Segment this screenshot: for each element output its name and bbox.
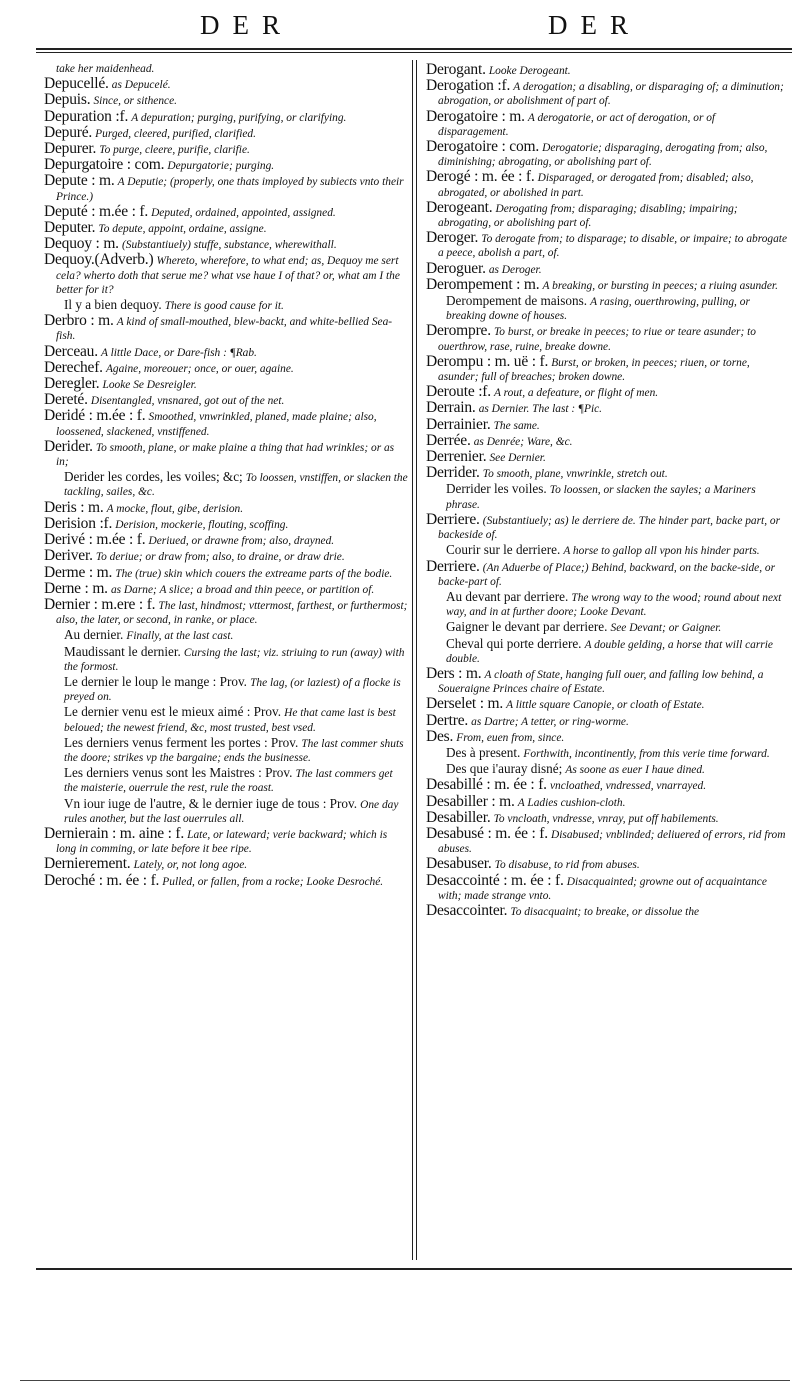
definition: (Substantiuely) stuffe, substance, wherewithall. xyxy=(121,239,337,252)
definition: To loossen, vnstiffen, or slacken the tackling, sailes, &c. xyxy=(64,472,408,499)
definition: Since, or sithence. xyxy=(93,95,177,108)
definition: as Dartre; A tetter, or ring-worme. xyxy=(471,715,629,728)
dictionary-entry xyxy=(44,158,409,173)
sub-entry xyxy=(446,590,788,619)
headword: Derompre. xyxy=(426,322,491,340)
dictionary-entry xyxy=(426,324,788,353)
top-rule xyxy=(36,48,792,53)
headword: Derision :f. xyxy=(44,514,113,532)
french-phrase: Maudissant le dernier. xyxy=(64,643,181,659)
definition: Derision, mockerie, flouting, scoffing. xyxy=(115,518,289,531)
french-phrase: Le dernier le loup le mange : Prov. xyxy=(64,673,247,689)
definition: (An Aduerbe of Place;) Behind, backward, on the backe-side, or backe-part of. xyxy=(438,561,776,588)
definition: as Darne; A slice; a broad and thin peece, or partition of. xyxy=(110,583,375,596)
bottom-rule xyxy=(36,1268,792,1270)
french-phrase: Au dernier. xyxy=(64,627,124,643)
headword: Deputé : m.ée : f. xyxy=(44,202,148,220)
headword: Deridé : m.ée : f. xyxy=(44,407,146,425)
french-phrase: Les derniers venus ferment les portes : Prov. xyxy=(64,734,299,750)
dictionary-entry xyxy=(426,401,788,416)
definition: Cursing the last; viz. striuing to run (away) with the formost. xyxy=(64,646,405,673)
definition: A rout, a defeature, or flight of men. xyxy=(494,387,659,400)
headword: Derogé : m. ée : f. xyxy=(426,168,535,186)
dictionary-entry xyxy=(426,385,788,400)
french-phrase: Le dernier venu est le mieux aimé : Prov. xyxy=(64,704,282,720)
definition: Lately, or, not long agoe. xyxy=(133,859,248,872)
french-phrase: Les derniers venus sont les Maistres : Prov. xyxy=(64,765,293,781)
dictionary-entry xyxy=(44,237,409,252)
dictionary-entry xyxy=(44,824,409,856)
headword: Derselet : m. xyxy=(426,695,504,713)
dictionary-entry xyxy=(44,595,409,627)
running-head-right: DER xyxy=(548,10,641,40)
dictionary-entry xyxy=(426,352,788,384)
headword: Depurer. xyxy=(44,140,97,158)
right-column xyxy=(426,63,788,1259)
dictionary-entry xyxy=(426,63,788,78)
dictionary-entry xyxy=(44,77,409,92)
headword: Derriere. xyxy=(426,510,480,528)
french-phrase: Derompement de maisons. xyxy=(446,293,587,309)
definition: There is good cause for it. xyxy=(164,300,284,313)
french-phrase: Il y a bien dequoy. xyxy=(64,297,162,313)
left-column xyxy=(44,63,409,1259)
dictionary-entry xyxy=(426,231,788,260)
definition: Pulled, or fallen, from a rocke; Looke Desroché. xyxy=(162,875,384,888)
running-head-left: DER xyxy=(200,10,293,40)
definition: A little square Canopie, or cloath of Estate. xyxy=(506,699,705,712)
headword: Depurgatoire : com. xyxy=(44,156,165,174)
definition: Finally, at the last cast. xyxy=(126,630,234,643)
headword: Derrain. xyxy=(426,399,476,417)
sub-entry xyxy=(446,620,788,635)
headword: Derrenier. xyxy=(426,448,487,466)
headword: Dertre. xyxy=(426,711,469,729)
dictionary-entry xyxy=(44,253,409,297)
headword: Desabuser. xyxy=(426,855,492,873)
dictionary-entry xyxy=(426,824,788,856)
definition: Purged, cleered, purified, clarified. xyxy=(95,127,256,140)
definition: vncloathed, vndressed, vnarrayed. xyxy=(549,780,707,793)
definition: as Depucelé. xyxy=(111,79,171,92)
sub-entry xyxy=(64,628,409,643)
column-divider xyxy=(412,60,413,1260)
headword: Desabiller. xyxy=(426,808,491,826)
sub-entry xyxy=(446,746,788,761)
dictionary-entry xyxy=(426,107,788,139)
french-phrase: Derider les cordes, les voiles; &c; xyxy=(64,469,243,485)
dictionary-entry xyxy=(44,358,409,376)
definition: The lag, (or laziest) of a flocke is preyed on. xyxy=(64,676,401,704)
definition: as Denrée; Ware, &c. xyxy=(473,435,573,448)
definition: The last commers get the maisterie, ouerrule the rest, rule the roast. xyxy=(64,768,393,795)
headword: Desaccointé : m. ée : f. xyxy=(426,871,564,889)
definition: To vncloath, vndresse, vnray, put off habilements. xyxy=(493,812,719,825)
headword: Derider. xyxy=(44,437,93,455)
headword: Desabillé : m. ée : f. xyxy=(426,776,547,794)
dictionary-entry xyxy=(426,431,788,449)
headword: Deputer. xyxy=(44,219,96,237)
headword: Derriere. xyxy=(426,557,480,575)
dictionary-entry xyxy=(426,275,788,293)
scan-edge-line xyxy=(20,1380,790,1381)
dictionary-entry xyxy=(426,778,788,793)
french-phrase: Derrider les voiles. xyxy=(446,481,547,497)
dictionary-entry xyxy=(426,170,788,199)
dictionary-entry xyxy=(44,437,409,469)
definition: To smooth, plane, or make plaine a thing that had wrinkles; or as in; xyxy=(56,441,395,469)
definition: Derogatorie; disparaging, derogating from; also, diminishing; abrogating, or abolishing part of. xyxy=(438,142,768,169)
definition: Derogating from; disparaging; disabling; impairing; abrogating, or abolishing part of. xyxy=(438,202,738,230)
definition: The wrong way to the wood; round about next way, and in at further doore; Looke Devant. xyxy=(446,591,782,619)
definition: A cloath of State, hanging full ouer, and falling low behind, a Soueraigne Princes chaire of Estate. xyxy=(438,668,764,696)
headword: Dereté. xyxy=(44,391,88,409)
dictionary-entry xyxy=(426,198,788,230)
french-phrase: Des à present. xyxy=(446,744,521,760)
definition: A horse to gallop all vpon his hinder parts. xyxy=(563,545,760,558)
definition: A breaking, or bursting in peeces; a riuing asunder. xyxy=(542,279,778,292)
definition: Looke Derogeant. xyxy=(488,65,571,77)
french-phrase: Au devant par derriere. xyxy=(446,588,569,604)
dictionary-entry xyxy=(426,140,788,169)
definition: To loossen, or slacken the sayles; a Mariners phrase. xyxy=(446,484,756,511)
definition: A double gelding, a horse that will carrie double. xyxy=(446,638,773,665)
dictionary-entry xyxy=(44,314,409,343)
headword: Deris : m. xyxy=(44,498,104,516)
definition: The last, hindmost; vttermost, farthest, or furthermost; also, the later, or second, in ranke, or place. xyxy=(56,599,408,627)
definition: The (true) skin which couers the extreame parts of the bodie. xyxy=(115,567,393,580)
sub-entry xyxy=(64,470,409,499)
dictionary-entry xyxy=(44,342,409,360)
sub-entry xyxy=(446,294,788,323)
sub-entry xyxy=(64,736,409,765)
headword: Dequoy : m. xyxy=(44,235,119,253)
headword: Derrider. xyxy=(426,464,480,482)
dictionary-entry xyxy=(44,174,409,203)
dictionary-entry xyxy=(426,871,788,903)
definition: Late, or lateward; verie backward; which is long in comming, or late before it bee ripe. xyxy=(56,828,388,856)
dictionary-entry xyxy=(426,857,788,872)
definition: (Substantiuely; as) le derriere de. The hinder part, backe part, or backeside of. xyxy=(438,514,781,542)
dictionary-entry xyxy=(44,202,409,220)
definition: as Dernier. The last : ¶Pic. xyxy=(478,403,603,416)
headword: Desaccointer. xyxy=(426,901,508,919)
french-phrase: Courir sur le derriere. xyxy=(446,542,561,558)
sub-entry xyxy=(446,762,788,777)
definition: Forthwith, incontinently, from this verie time forward. xyxy=(523,747,770,760)
headword: Derogant. xyxy=(426,63,486,78)
definition: As soone as euer I haue dined. xyxy=(565,764,705,777)
definition: Disabused; vnblinded; deliuered of errors, rid from abuses. xyxy=(438,828,786,856)
definition: A depuration; purging, purifying, or clarifying. xyxy=(131,111,347,124)
headword: Deroute :f. xyxy=(426,383,491,401)
definition: To deriue; or draw from; also, to draine, or draw drie. xyxy=(95,551,345,564)
headword: Desabiller : m. xyxy=(426,792,515,810)
headword: Derrée. xyxy=(426,431,471,449)
dictionary-entry xyxy=(426,259,788,277)
headword: Derivé : m.ée : f. xyxy=(44,531,146,549)
dictionary-entry xyxy=(44,377,409,392)
definition: From, euen from, since. xyxy=(456,731,565,744)
headword: Dernierement. xyxy=(44,855,131,873)
headword: Derbro : m. xyxy=(44,312,114,330)
dictionary-entry xyxy=(426,711,788,729)
dictionary-entry xyxy=(426,808,788,826)
french-phrase: Cheval qui porte derriere. xyxy=(446,635,582,651)
continued-definition: take her maidenhead. xyxy=(56,63,155,75)
sub-entry xyxy=(446,543,788,558)
definition: The last commer shuts the doore; strikes vp the bargaine; ends the businesse. xyxy=(64,737,404,764)
definition: See Dernier. xyxy=(489,452,546,465)
french-phrase: Vn iour iuge de l'autre, & le dernier iuge de tous : Prov. xyxy=(64,795,358,811)
column-divider-inner xyxy=(416,60,417,1260)
french-phrase: Gaigner le devant par derriere. xyxy=(446,619,608,635)
headword: Derceau. xyxy=(44,342,98,360)
definition: A Ladies cushion-cloth. xyxy=(517,796,626,809)
dictionary-entry xyxy=(44,579,409,597)
headword: Derompement : m. xyxy=(426,275,540,293)
headword: Depucellé. xyxy=(44,75,109,93)
dictionary-entry xyxy=(44,871,409,889)
definition: as Deroger. xyxy=(488,263,542,276)
dictionary-entry xyxy=(426,466,788,481)
headword: Derrainier. xyxy=(426,415,491,433)
dictionary-entry xyxy=(426,510,788,542)
definition: To disacquaint; to breake, or dissolue the xyxy=(510,905,700,918)
dictionary-entry xyxy=(426,727,788,745)
headword: Deroguer. xyxy=(426,259,486,277)
dictionary-entry xyxy=(426,664,788,696)
dictionary-entry xyxy=(44,393,409,408)
headword: Depuration :f. xyxy=(44,107,129,125)
headword: Derechef. xyxy=(44,358,103,376)
sub-entry xyxy=(64,797,409,826)
dictionary-entry xyxy=(426,792,788,810)
definition: A mocke, flout, gibe, derision. xyxy=(106,502,244,515)
definition: A Deputie; (properly, one thats imployed by subiects vnto their Prince.) xyxy=(56,176,404,203)
dictionary-entry xyxy=(44,857,409,872)
headword: Depute : m. xyxy=(44,172,115,190)
definition: Disparaged, or derogated from; disabled; also, abrogated, or abolished in part. xyxy=(438,172,754,199)
definition: Burst, or broken, in peeces; riuen, or torne, asunder; full of breaches; broken downe. xyxy=(438,356,750,384)
definition: Looke Se Desreigler. xyxy=(102,379,197,392)
sub-entry xyxy=(446,482,788,511)
headword: Derogeant. xyxy=(426,198,493,216)
dictionary-entry xyxy=(426,415,788,433)
definition: A kind of small-mouthed, blew-backt, and white-bellied Sea-fish. xyxy=(56,316,393,343)
dictionary-entry xyxy=(426,901,788,919)
dictionary-entry xyxy=(44,93,409,108)
dictionary-entry xyxy=(44,549,409,564)
definition: Againe, moreouer; once, or ouer, againe. xyxy=(105,362,294,375)
headword: Dernierain : m. aine : f. xyxy=(44,824,185,842)
definition: Disacquainted; growne out of acquaintance with; made strange vnto. xyxy=(438,875,767,902)
definition: To depute, appoint, ordaine, assigne. xyxy=(98,223,267,236)
headword: Ders : m. xyxy=(426,664,482,682)
dictionary-entry xyxy=(426,450,788,465)
headword: Deroché : m. ée : f. xyxy=(44,871,160,889)
headword: Deriver. xyxy=(44,547,93,565)
definition: The same. xyxy=(493,419,540,432)
sub-entry xyxy=(64,705,409,734)
headword: Derme : m. xyxy=(44,563,113,581)
definition: A rasing, ouerthrowing, pulling, or breaking downe of houses. xyxy=(446,296,750,323)
dictionary-entry xyxy=(426,557,788,589)
headword: Depuis. xyxy=(44,91,91,109)
definition: One day rules another, but the last ouerrules all. xyxy=(64,798,399,825)
sub-entry xyxy=(64,766,409,795)
french-phrase: Des que i'auray disné; xyxy=(446,761,563,777)
definition: To purge, cleere, purifie, clarifie. xyxy=(99,144,250,157)
definition: Disentangled, vnsnared, got out of the net. xyxy=(90,395,285,408)
headword: Derogation :f. xyxy=(426,77,511,95)
dictionary-entry xyxy=(44,409,409,438)
headword: Dernier : m.ere : f. xyxy=(44,595,156,613)
dictionary-entry xyxy=(44,221,409,236)
headword: Deregler. xyxy=(44,375,100,393)
definition: To burst, or breake in peeces; to riue or teare asunder; to ouerthrow, rase, ruine, breake downe. xyxy=(438,326,756,353)
definition: See Devant; or Gaigner. xyxy=(610,622,722,635)
definition: Deriued, or drawne from; also, drayned. xyxy=(148,535,335,548)
definition: A derogation; a disabling, or disparaging of; a diminution; abrogation, or abolishment of part of. xyxy=(438,81,784,108)
definition: A derogatorie, or act of derogation, or of disparagement. xyxy=(438,111,716,138)
headword: Derogatoire : m. xyxy=(426,107,525,125)
definition: To derogate from; to disparage; to disable, or impaire; to abrogate a peece, abolish a part, of. xyxy=(438,233,788,260)
dictionary-entry xyxy=(44,563,409,581)
dictionary-entry xyxy=(44,123,409,141)
definition: To disabuse, to rid from abuses. xyxy=(494,859,640,872)
sub-entry xyxy=(64,298,409,313)
headword: Derompu : m. uë : f. xyxy=(426,352,549,370)
headword: Derne : m. xyxy=(44,579,108,597)
dictionary-entry xyxy=(44,107,409,125)
headword: Derogatoire : com. xyxy=(426,138,540,156)
definition: A little Dace, or Dare-fish : ¶Rab. xyxy=(100,346,257,359)
sub-entry xyxy=(64,675,409,704)
dictionary-entry xyxy=(44,142,409,157)
headword: Dequoy.(Adverb.) xyxy=(44,251,154,269)
headword: Depuré. xyxy=(44,123,93,141)
dictionary-entry xyxy=(44,514,409,532)
definition: He that came last is best beloued; the newest friend, &c, most trusted, best vsed. xyxy=(64,707,396,734)
dictionary-entry xyxy=(44,533,409,548)
dictionary-entry xyxy=(44,498,409,516)
sub-entry xyxy=(446,637,788,666)
headword: Des. xyxy=(426,727,454,745)
dictionary-entry xyxy=(426,79,788,108)
headword: Desabusé : m. ée : f. xyxy=(426,824,548,842)
definition: Depurgatorie; purging. xyxy=(167,160,275,173)
sub-entry xyxy=(64,645,409,674)
definition: Deputed, ordained, appointed, assigned. xyxy=(151,206,336,219)
definition: Smoothed, vnwrinkled, planed, made plaine; also, loossened, slackened, vnstiffened. xyxy=(56,411,377,438)
headword: Deroger. xyxy=(426,229,479,247)
dictionary-entry xyxy=(426,697,788,712)
definition: To smooth, plane, vnwrinkle, stretch out. xyxy=(482,468,668,481)
definition: Whereto, wherefore, to what end; as, Dequoy me sert cela? wherto doth that serue me? what vse haue I of that? or, what am I the better for it? xyxy=(56,255,400,296)
